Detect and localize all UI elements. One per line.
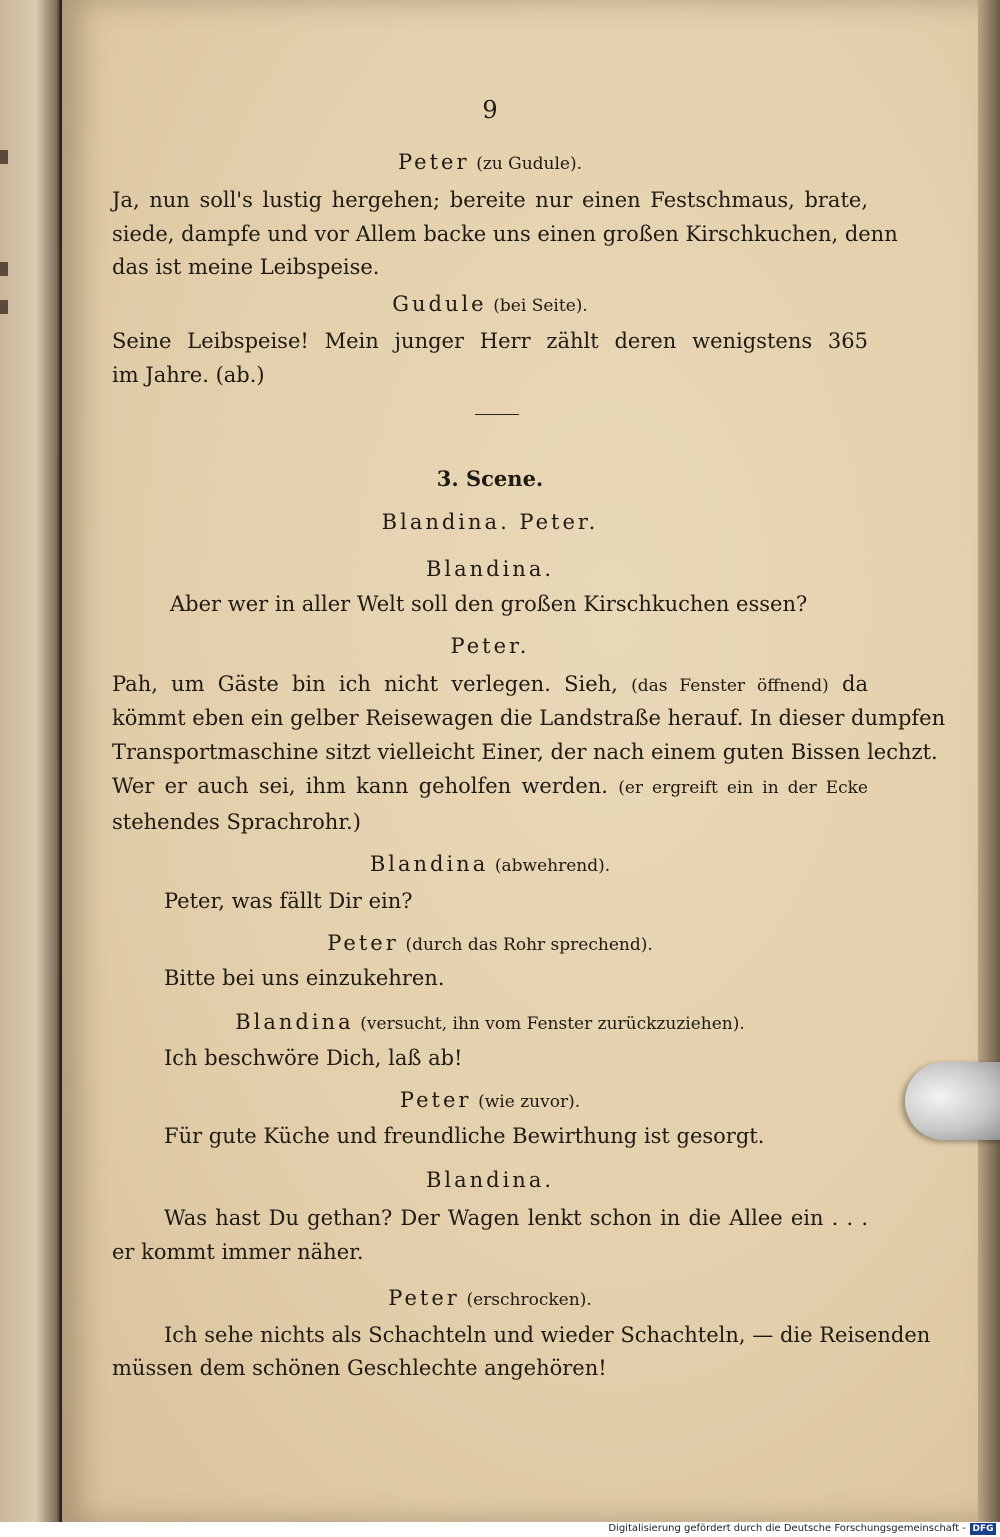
stage-direction: (versucht, ihn vom Fenster zurückzuziehen). (360, 1014, 745, 1034)
text-line: Bitte bei uns einzukehren. (164, 966, 445, 990)
text-line: das ist meine Leibspeise. (112, 255, 380, 279)
stage-direction: (erschrocken). (466, 1290, 592, 1310)
speaker-name: Peter. (450, 634, 530, 658)
text-segment: Pah, um Gäste bin ich nicht verlegen. Sieh, (112, 672, 618, 696)
speaker-name: Peter (388, 1286, 460, 1310)
edge-mark (0, 300, 8, 314)
edge-mark (0, 262, 8, 276)
speaker-name: Blandina (235, 1010, 354, 1034)
stage-direction: (zu Gudule). (476, 154, 583, 174)
dfg-logo: DFG (970, 1523, 996, 1535)
page-number: 9 (482, 96, 498, 124)
speaker-line (112, 852, 868, 876)
footer-credit: Digitalisierung gefördert durch die Deutsche Forschungsgemeinschaft - (608, 1523, 966, 1534)
text-line: Ich beschwöre Dich, laß ab! (164, 1046, 463, 1070)
text-line: Peter, was fällt Dir ein? (164, 889, 413, 913)
speaker-line (112, 150, 868, 174)
text-line: im Jahre. (ab.) (112, 363, 265, 387)
text-line: kömmt eben ein gelber Reisewagen die Landstraße herauf. In dieser dumpfen (112, 706, 946, 730)
speaker-name: Gudule (392, 292, 487, 316)
text-line: müssen dem schönen Geschlechte angehören! (112, 1356, 607, 1380)
text-line: Transportmaschine sitzt vielleicht Einer, der nach einem guten Bissen lechzt. (112, 740, 938, 764)
text-line: Aber wer in aller Welt soll den großen Kirschkuchen essen? (170, 592, 808, 616)
speaker-line (112, 1286, 868, 1310)
stage-direction: (das Fenster öffnend) (631, 676, 829, 696)
text-line: Ja, nun soll's lustig hergehen; bereite nur einen Festschmaus, brate, (112, 188, 868, 212)
stage-direction: (bei Seite). (493, 296, 588, 316)
section-rule (475, 414, 519, 415)
right-page-edge (978, 0, 1000, 1522)
text-line: siede, dampfe und vor Allem backe uns einen großen Kirschkuchen, denn (112, 222, 898, 246)
text-line: stehendes Sprachrohr.) (112, 810, 361, 834)
text-segment: da (842, 672, 868, 696)
text-line: Was hast Du gethan? Der Wagen lenkt schon in die Allee ein . . . (164, 1206, 868, 1230)
text-line: Ich sehe nichts als Schachteln und wieder Schachteln, — die Reisenden (164, 1323, 931, 1347)
speaker-name: Peter (397, 150, 470, 174)
text-segment: Wer er auch sei, ihm kann geholfen werden. (112, 774, 608, 798)
speaker-line (112, 1010, 868, 1034)
stage-direction: (abwehrend). (494, 856, 611, 876)
edge-mark (0, 150, 8, 164)
text-line (112, 774, 868, 798)
speaker-name: Peter (399, 1088, 472, 1112)
speaker-name: Peter (327, 931, 399, 955)
speaker-line (112, 1088, 868, 1112)
text-line (112, 672, 868, 696)
stage-direction: (durch das Rohr sprechend). (405, 935, 653, 955)
text-line: Für gute Küche und freundliche Bewirthung ist gesorgt. (164, 1124, 765, 1148)
speaker-name: Blandina. (425, 557, 555, 581)
characters-line: Blandina. Peter. (381, 510, 599, 534)
stage-direction: (wie zuvor). (478, 1092, 581, 1112)
scene-title: 3. Scene. (436, 466, 544, 491)
speaker-name: Blandina. (425, 1168, 555, 1192)
stage-direction: (er ergreift ein in der Ecke (618, 778, 868, 798)
text-line: Seine Leibspeise! Mein junger Herr zählt deren wenigstens 365 (112, 329, 868, 353)
page-clip (905, 1062, 1000, 1140)
speaker-line (112, 931, 868, 955)
speaker-name: Blandina (369, 852, 489, 876)
text-line: er kommt immer näher. (112, 1240, 364, 1264)
left-page-edge (0, 0, 60, 1537)
speaker-line (112, 292, 868, 316)
